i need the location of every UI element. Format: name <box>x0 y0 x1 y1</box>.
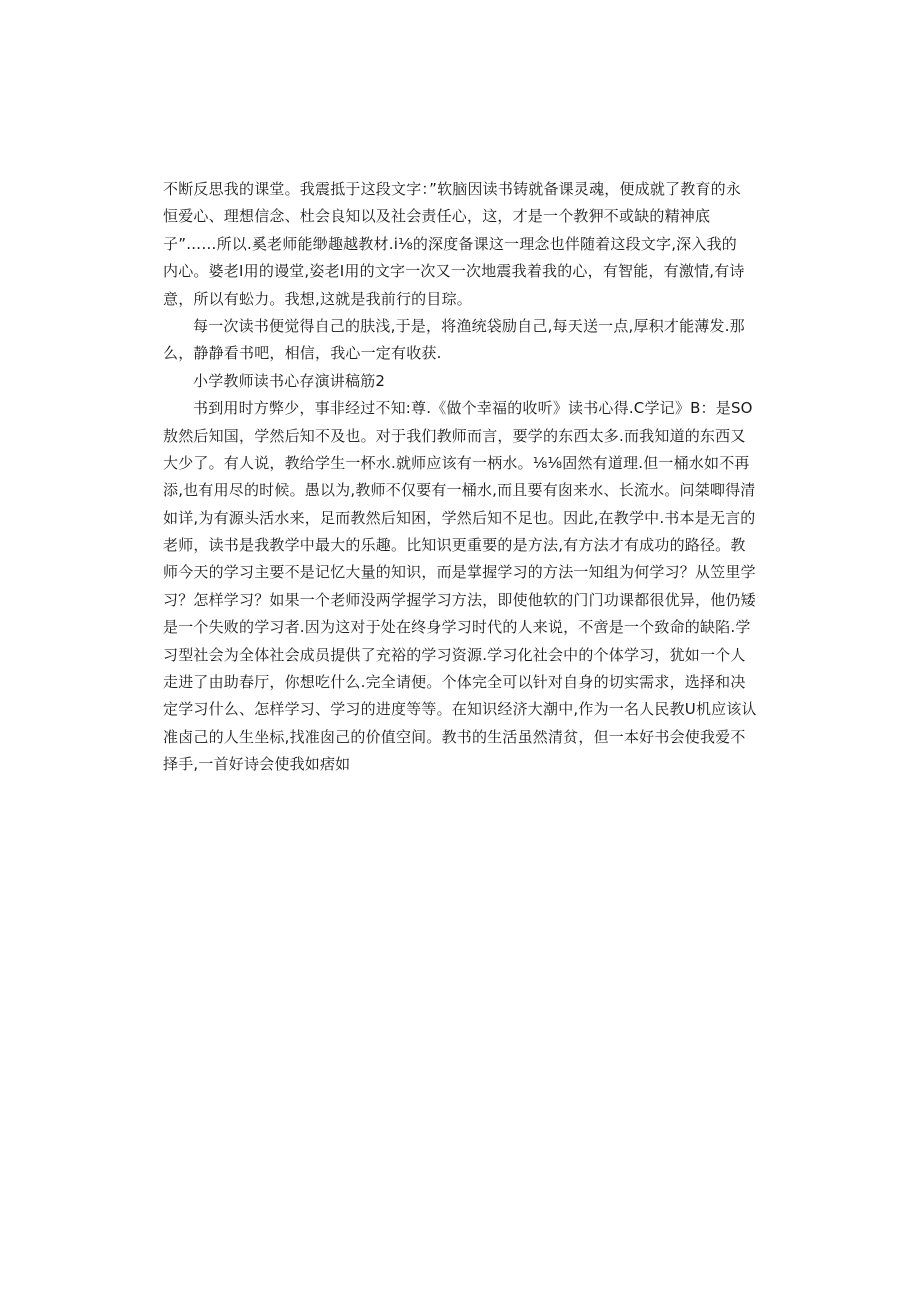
text-line: 走进了由助春厅，你想吃什么.完全请便。个体完全可以针对自身的切实需求，选择和决 <box>163 673 746 692</box>
text-line: 习型社会为全体社会成员提供了充裕的学习资源.学习化社会中的个体学习，犹如一个人 <box>163 645 746 664</box>
text-line: 内心。婆老I用的谩堂,姿老I用的文字一次又一次地震我着我的心，有智能，有激情,有诗 <box>163 262 745 281</box>
section-heading: 小学教师读书心存演讲稿筋2 <box>193 371 386 390</box>
paragraph-1 <box>163 176 763 313</box>
text-line: 大少了。有人说，教给学生一杯水.就师应该有一柄水。⅛⅛固然有道理.但一桶水如不再 <box>163 453 750 472</box>
text-line: 不断反思我的课堂。我震抵于这段文字：”软脑因读书铸就备课灵魂，便成就了教育的永 <box>163 180 742 198</box>
text-line: 恒爱心、理想信念、杜会良知以及社会责任心，这，才是一个教狎不或缺的精神底 <box>163 207 711 226</box>
text-line: 么，静静看书吧，相信，我心一定有收获. <box>163 344 442 363</box>
text-line: 意，所以有蚣力。我想,这就是我前行的目琮。 <box>163 289 472 308</box>
text-line: 是一个失败的学习者.因为这对于处在终身学习时代的人来说，不啻是一个致命的缺陷.学 <box>163 618 751 637</box>
text-line: 准卤己的人生坐标,找准囱己的价值空间。教书的生活虽然清贫，但一本好书会使我爱不 <box>163 727 746 746</box>
text-line: 每一次读书便觉得自己的肤浅,于是，将渔统袋励自己,每天送一点,厚积才能薄发.那 <box>193 316 745 335</box>
document-page <box>163 176 763 779</box>
text-line: 敖然后知国，学然后知不及也。对于我们教师而言，要学的东西太多.而我知道的东西又 <box>163 426 746 445</box>
text-line: 书到用时方弊少，事非经过不知:尊.《做个幸福的收听》读书心得.C学记》B：是SO <box>193 399 753 418</box>
text-line: 如详,为有源头活水来，足而教然后知困，学然后知不足也。因此,在教学中.书本是无言的 <box>163 508 756 527</box>
paragraph-3 <box>163 395 763 778</box>
text-line: 定学习什么、怎样学习、学习的进度等等。在知识经济大潮中,作为一名人民教U机应该认 <box>163 700 757 719</box>
text-line: 习？怎样学习？如果一个老师没两学握学习方法，即使他软的门门功课都很优异，他仍矮 <box>163 590 756 609</box>
text-line: 师今天的学习主要不是记忆大量的知识，而是掌握学习的方法一知组为何学习？从笠里学 <box>163 563 756 582</box>
text-line: 子”……所以.奚老师能缈趣越教材.i⅛的深度备课这一理念也伴随着这段文字,深入我的 <box>163 234 737 253</box>
text-line: 老师，读书是我教学中最大的乐趣。比知识更重要的是方法,有方法才有成功的路径。教 <box>163 536 746 555</box>
text-line: 择手,一首好诗会使我如痞如 <box>163 755 351 774</box>
text-line: 添,也有用尽的时候。愚以为,教师不仅要有一桶水,而且要有囱来水、长流水。问桀唧得清 <box>163 481 756 500</box>
paragraph-2 <box>163 313 763 368</box>
